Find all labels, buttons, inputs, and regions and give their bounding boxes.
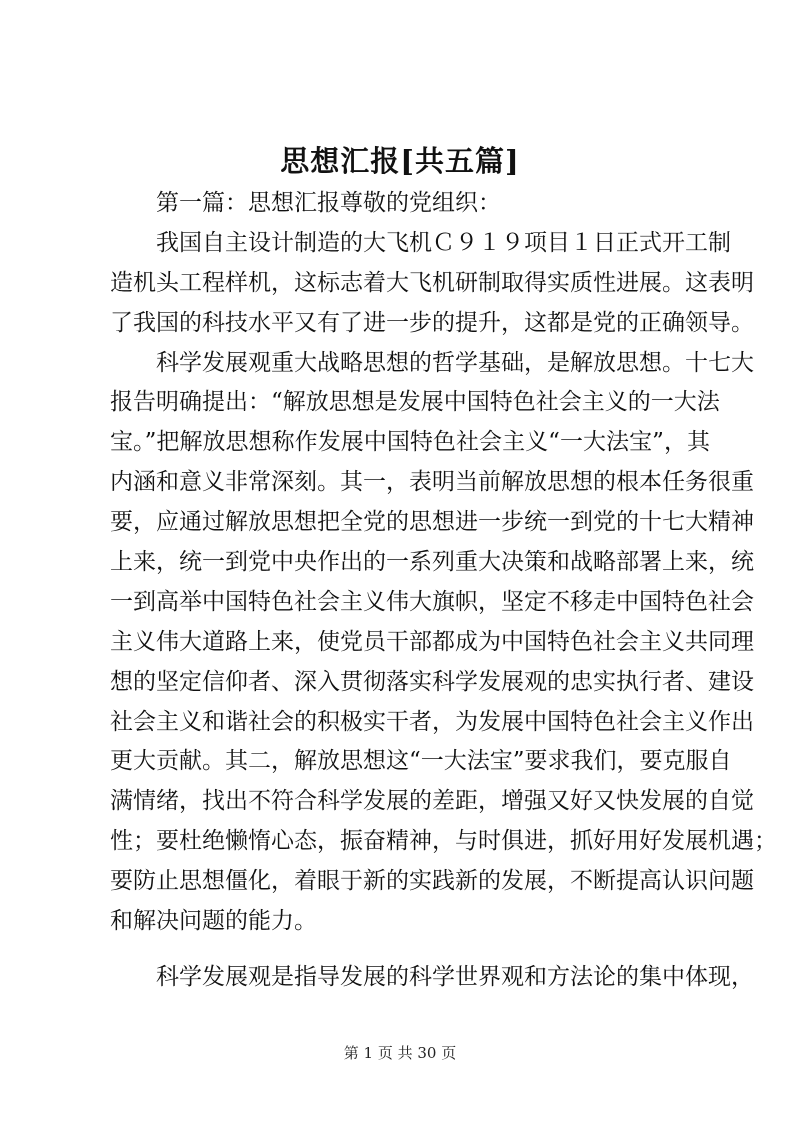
section-heading: 第一篇：思想汇报尊敬的党组织： bbox=[156, 190, 501, 216]
paragraph-gap bbox=[110, 942, 710, 958]
document-title: 思想汇报[共五篇] bbox=[280, 144, 520, 178]
paragraph-line: 科学发展观是指导发展的科学世界观和方法论的集中体现， bbox=[156, 963, 754, 990]
paragraph-line: 更大贡献。其二，解放思想这“一大法宝”要求我们，要克服自 bbox=[110, 748, 732, 775]
paragraph-line: 报告明确提出：“解放思想是发展中国特色社会主义的一大法 bbox=[110, 389, 720, 416]
paragraph-line: 要，应通过解放思想把全党的思想进一步统一到党的十七大精神 bbox=[110, 509, 754, 536]
paragraph-line: 和解决问题的能力。 bbox=[110, 908, 317, 935]
paragraph-line: 要防止思想僵化，着眼于新的实践新的发展，不断提高认识问题 bbox=[110, 868, 754, 895]
page-number-footer: 第 1 页 共 30 页 bbox=[343, 1044, 457, 1062]
paragraph-line: 造机头工程样机，这标志着大飞机研制取得实质性进展。这表明 bbox=[110, 269, 754, 296]
paragraph-line: 了我国的科技水平又有了进一步的提升，这都是党的正确领导。 bbox=[110, 309, 754, 336]
paragraph-line: 内涵和意义非常深刻。其一，表明当前解放思想的根本任务很重 bbox=[110, 469, 754, 496]
paragraph-line: 科学发展观重大战略思想的哲学基础，是解放思想。十七大 bbox=[156, 349, 754, 376]
paragraph-line: 一到高举中国特色社会主义伟大旗帜，坚定不移走中国特色社会 bbox=[110, 588, 754, 615]
paragraph-line: 满情绪，找出不符合科学发展的差距，增强又好又快发展的自觉 bbox=[110, 788, 754, 815]
paragraph-line: 想的坚定信仰者、深入贯彻落实科学发展观的忠实执行者、建设 bbox=[110, 668, 754, 695]
paragraph-line: 性；要杜绝懒惰心态，振奋精神，与时俱进，抓好用好发展机遇； bbox=[110, 828, 777, 855]
document-body bbox=[110, 184, 777, 998]
paragraph-line: 上来，统一到党中央作出的一系列重大决策和战略部署上来，统 bbox=[110, 549, 754, 576]
paragraph-line: 我国自主设计制造的大飞机Ｃ９１９项目１日正式开工制 bbox=[156, 229, 731, 256]
paragraph-line: 主义伟大道路上来，使党员干部都成为中国特色社会主义共同理 bbox=[110, 628, 754, 655]
paragraph-line: 社会主义和谐社会的积极实干者，为发展中国特色社会主义作出 bbox=[110, 708, 754, 735]
paragraph-line: 宝。”把解放思想称作发展中国特色社会主义“一大法宝”，其 bbox=[110, 429, 710, 456]
